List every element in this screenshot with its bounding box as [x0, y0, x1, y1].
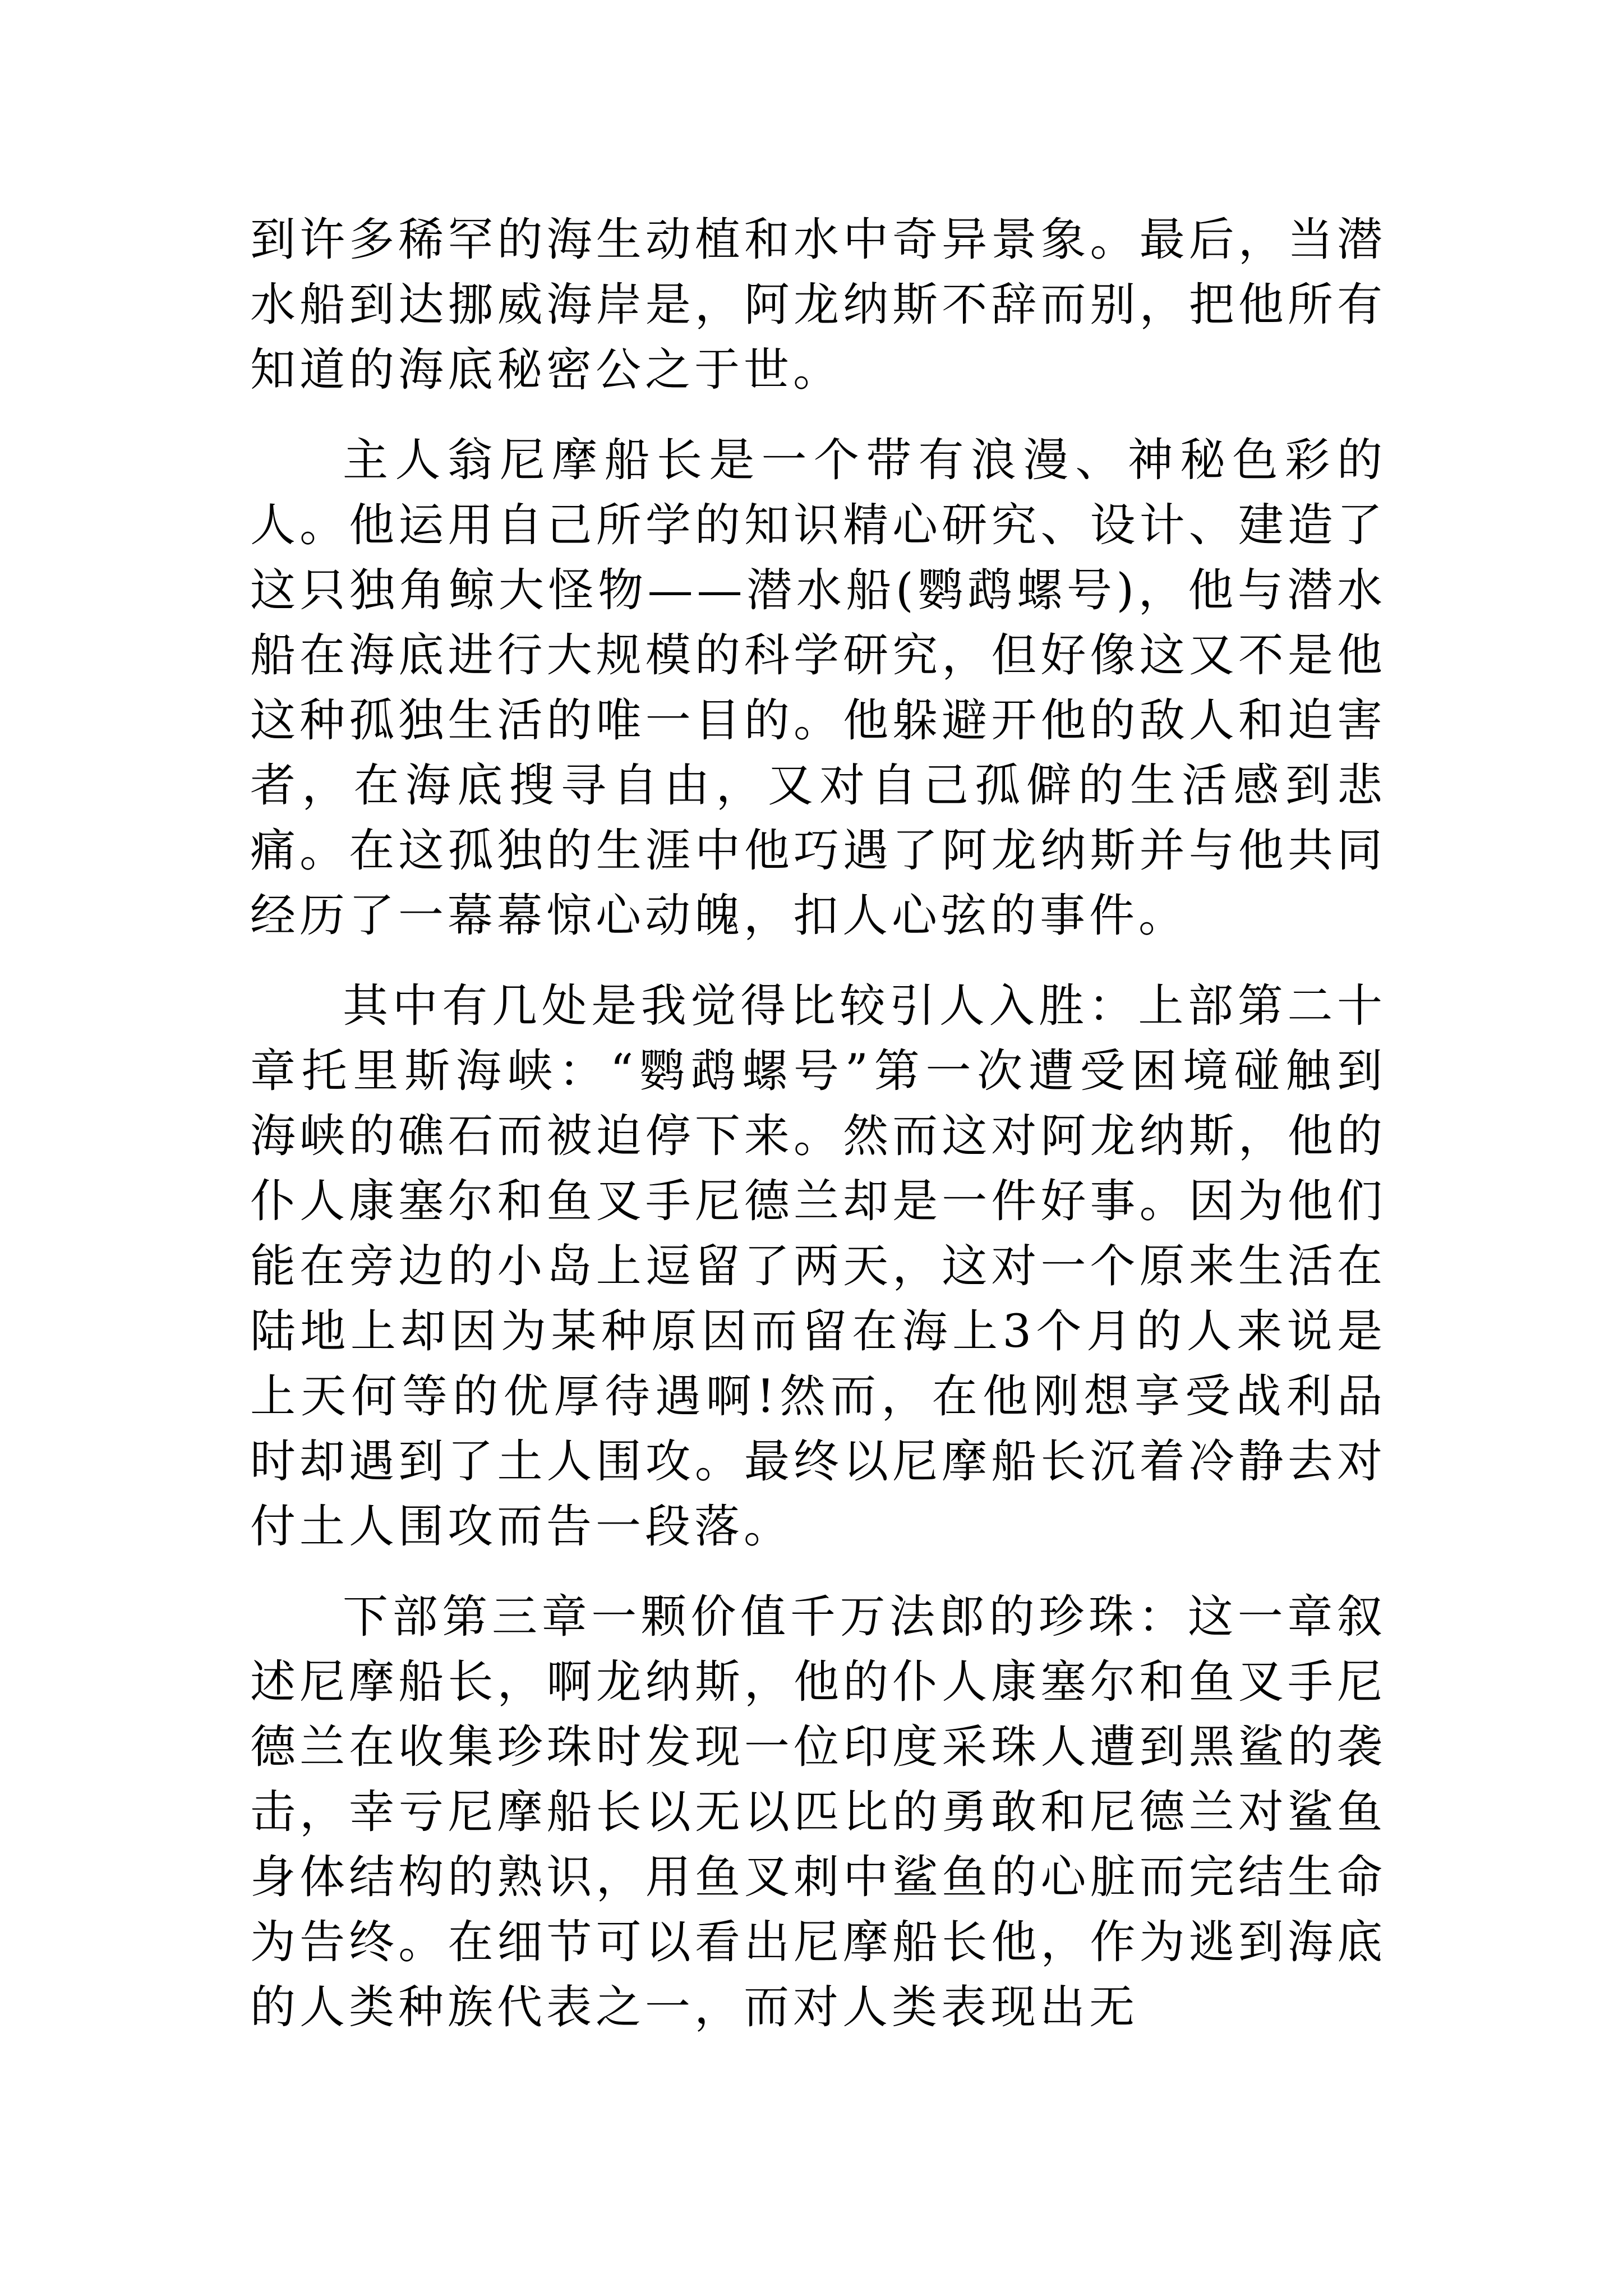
document-body	[250, 208, 1386, 2040]
paragraph-captain-nemo: 主人翁尼摩船长是一个带有浪漫、神秘色彩的人。他运用自己所学的知识精心研究、设计、建造了这只独角鲸大怪物——潜水船(鹦鹉螺号)，他与潜水船在海底进行大规模的科学研究，但好像这又不是他这种孤独生活的唯一目的。他躲避开他的敌人和迫害者，在海底搜寻自由，又对自己孤僻的生活感到悲痛。在这孤独的生涯中他巧遇了阿龙纳斯并与他共同经历了一幕幕惊心动魄，扣人心弦的事件。	[250, 434, 1386, 942]
paragraph-pearl-chapter: 下部第三章一颗价值千万法郎的珍珠：这一章叙述尼摩船长，啊龙纳斯，他的仆人康塞尔和鱼叉手尼德兰在收集珍珠时发现一位印度采珠人遭到黑鲨的袭击，幸亏尼摩船长以无以匹比的勇敢和尼德兰对鲨鱼身体结构的熟识，用鱼叉刺中鲨鱼的心脏而完结生命为告终。在细节可以看出尼摩船长他，作为逃到海底的人类种族代表之一，而对人类表现出无	[250, 1591, 1386, 2034]
paragraph-torres-strait: 其中有几处是我觉得比较引人入胜：上部第二十章托里斯海峡：“鹦鹉螺号”第一次遭受困境碰触到海峡的礁石而被迫停下来。然而这对阿龙纳斯，他的仆人康塞尔和鱼叉手尼德兰却是一件好事。因为他们能在旁边的小岛上逗留了两天，这对一个原来生活在陆地上却因为某种原因而留在海上3个月的人来说是上天何等的优厚待遇啊!然而，在他刚想享受战利品时却遇到了土人围攻。最终以尼摩船长沉着冷静去对付土人围攻而告一段落。	[250, 980, 1386, 1553]
paragraph-continuation: 到许多稀罕的海生动植和水中奇异景象。最后，当潜水船到达挪威海岸是，阿龙纳斯不辞而别，把他所有知道的海底秘密公之于世。	[250, 214, 1386, 397]
